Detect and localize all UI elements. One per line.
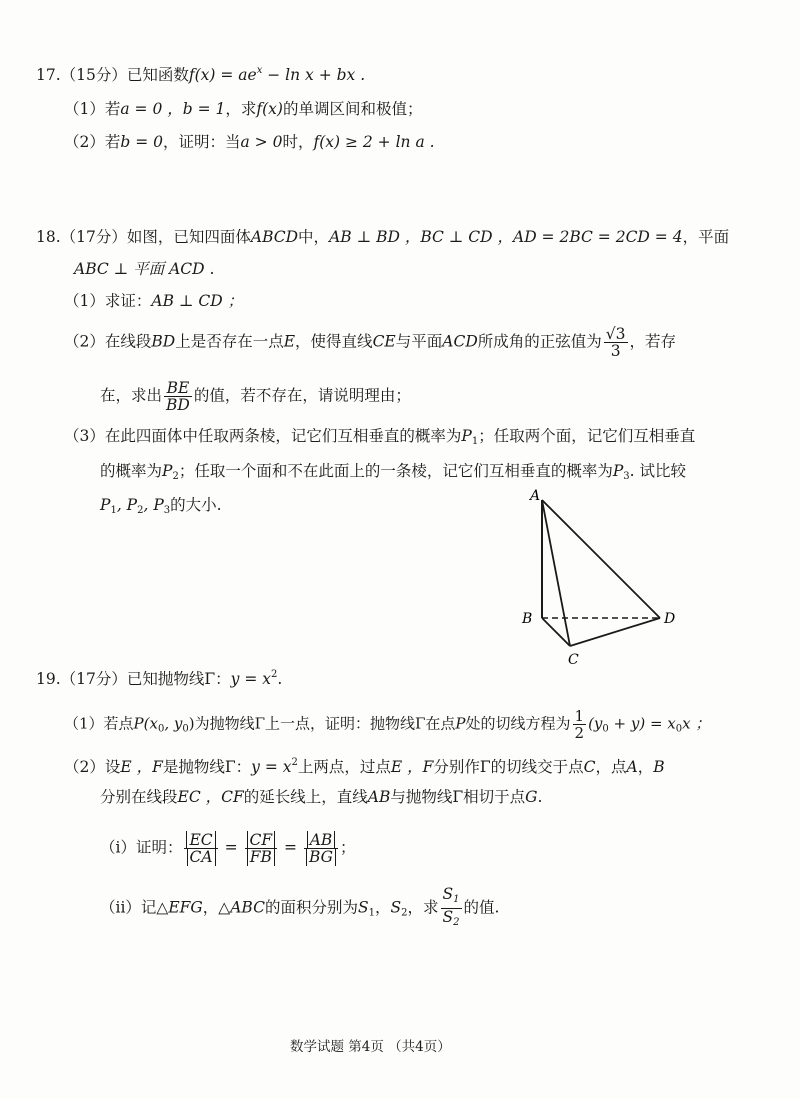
edge-ad xyxy=(542,500,660,618)
edge-ac xyxy=(542,500,570,646)
q19-part2-ii: （ii）记△EFG，△ABC的面积分别为$S_1$，$S_2$，求 $\frac{S_1}{S_2}$ 的值. xyxy=(100,886,499,931)
q17-stem: 17.（15分）已知函数$f(x) = ae^x - \ln x$ + bx . xyxy=(36,65,366,84)
page-footer: 数学试题 第4页 （共4页） xyxy=(290,1039,451,1055)
s1-over-s2-fraction: $\frac{S_1}{S_2}$ xyxy=(442,885,460,928)
q19-part2-line2: 分别在线段EC ，CF的延长线上，直线AB与抛物线Γ相切于点G. xyxy=(100,788,543,806)
q18-part2-line1: （2）在线段BD上是否存在一点E，使得直线CE与平面ACD所成角的正弦值为 $\frac{√3}{3}$ ，若存 xyxy=(64,325,677,360)
tetrahedron-figure xyxy=(518,488,690,668)
vertex-label-c: C xyxy=(568,652,579,668)
q18-stem-line1: 18.（17分）如图，已知四面体ABCD中，AB ⊥ BD ，BC ⊥ CD ，AD = 2BC = 2CD = 4，平面 xyxy=(36,228,730,246)
vertex-label-a: A xyxy=(530,488,541,504)
ab-over-bg-fraction: $\frac{AB}{BG}$ xyxy=(304,832,338,865)
q18-part1: （1）求证：AB ⊥ CD ； xyxy=(64,292,244,310)
q19-part2-line1: （2）设E ，F是抛物线Γ：$y = x^2$上两点，过点E ，F分别作Γ的切线交于点C，点A，B xyxy=(64,757,665,776)
edge-cd xyxy=(570,618,660,646)
ec-over-ca-fraction: $\frac{EC}{CA}$ xyxy=(184,832,217,865)
q18-part3-line2: 的概率为$P_2$；任取一个面和不在此面上的一条棱，记它们互相垂直的概率为$P_3$. 试比较 xyxy=(100,462,687,482)
vertex-label-d: D xyxy=(664,611,676,627)
q19-part1: （1）若点$P(x_0$, $y_0$)为抛物线Γ上一点，证明：抛物线Γ在点P处的切线方程为 $\frac{1}{2}$ $(y_0 + y) = x_0x$ ； xyxy=(64,707,711,742)
q17-part2: （2）若b = 0，证明：当a > 0时，f(x) ≥ 2 + ln a . xyxy=(64,133,435,151)
q18-part3-line3: $P_1$, $P_2$, $P_3$的大小. xyxy=(100,496,222,516)
q18-part3-line1: （3）在此四面体中任取两条棱，记它们互相垂直的概率为$P_1$；任取两个面，记它们互相垂直 xyxy=(64,427,696,447)
sqrt3-over-3-fraction: $\frac{√3}{3}$ xyxy=(605,325,626,360)
one-half-fraction: $\frac{1}{2}$ xyxy=(574,707,585,742)
vertex-label-b: B xyxy=(522,611,533,627)
q18-part2-line2: 在，求出 $\frac{BE}{BD}$ 的值，若不存在，请说明理由； xyxy=(100,379,411,414)
cf-over-fb-fraction: $\frac{CF}{FB}$ xyxy=(245,832,278,865)
q18-stem-line2: ABC ⊥ 平面 ACD . xyxy=(74,260,215,278)
be-over-bd-fraction: $\frac{BE}{BD}$ xyxy=(166,379,190,414)
q19-part2-i: （i）证明： $\frac{EC}{CA}$ = $\frac{CF}{FB}$ = $\frac{AB}{BG}$ ； xyxy=(100,831,356,866)
q17-part1: （1）若a = 0 ，b = 1，求f(x)的单调区间和极值； xyxy=(64,100,423,118)
q19-stem: 19.（17分）已知抛物线Γ：$y = x^2$. xyxy=(36,669,283,688)
